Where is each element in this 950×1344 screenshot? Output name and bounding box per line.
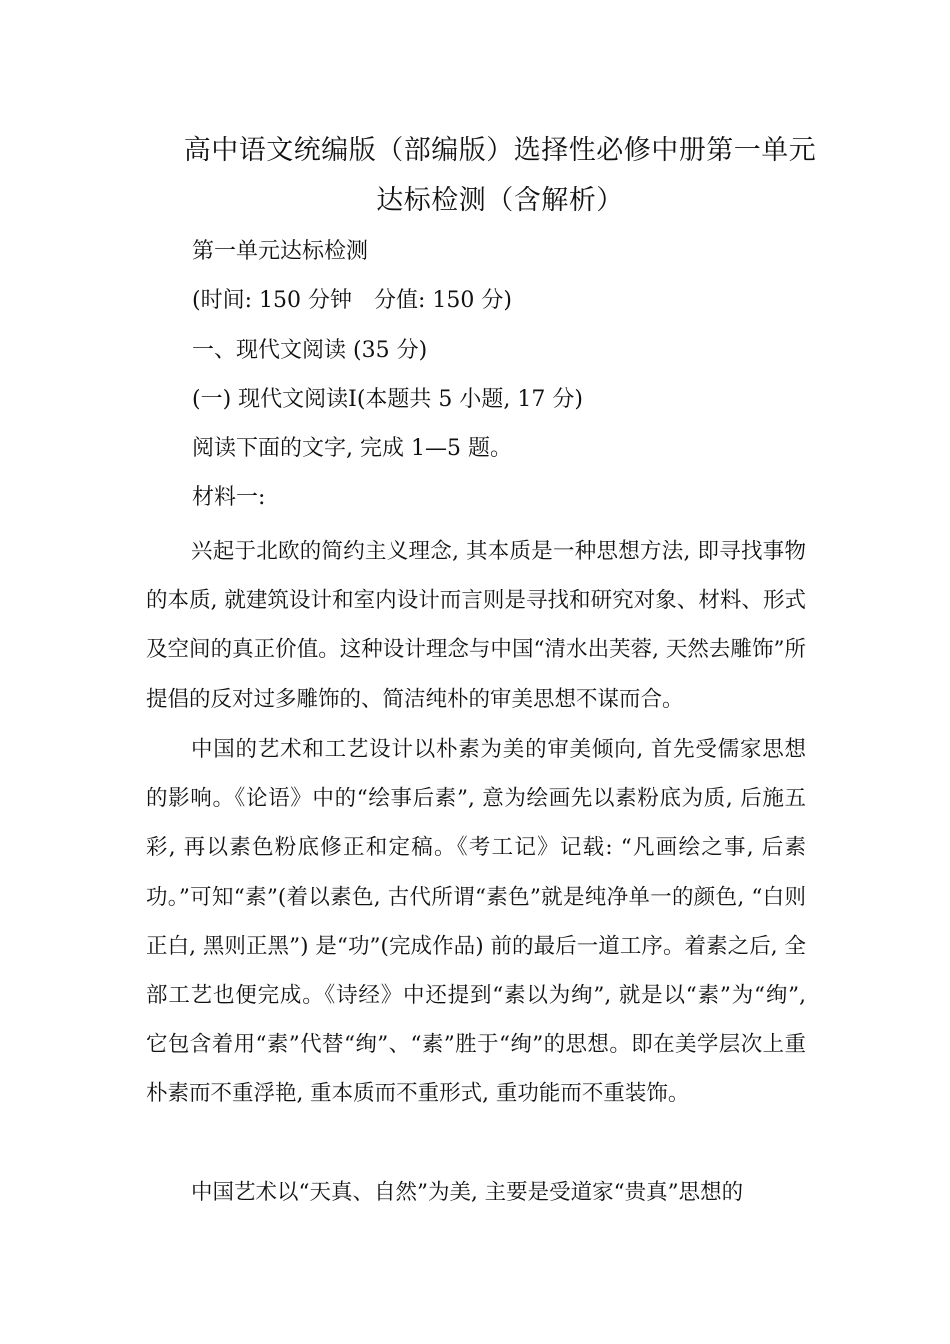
- unit-heading: 第一单元达标检测: [192, 239, 369, 264]
- section-heading-modern-reading: 一、现代文阅读 (35 分): [192, 338, 428, 363]
- paragraph-2: 中国的艺术和工艺设计以朴素为美的审美倾向, 首先受儒家思想的影响。《论语》中的“绘事后素”, 意为绘画先以素粉底为质, 后施五彩, 再以素色粉底修正和定稿。《考工记》记载: “凡画绘之事, 后素功。”可知“素”(着以素色, 古代所谓“素色”就是纯净单一的颜色, “白则正白, 黑则正黑”) 是“功”(完成作品) 前的最后一道工序。着素之后, 全部工艺也便完成。《诗经》中还提到“素以为绚”, 就是以“素”为“绚”, 它包含着用“素”代替“绚”、“素”胜于“绚”的思想。即在美学层次上重朴素而不重浮艳, 重本质而不重形式, 重功能而不重装饰。: [146, 737, 806, 1107]
- subsection-heading-reading-1: (一) 现代文阅读Ⅰ(本题共 5 小题, 17 分): [192, 387, 583, 412]
- paragraph-3: 中国艺术以“天真、自然”为美, 主要是受道家“贵真”思想的: [191, 1180, 744, 1205]
- reading-instruction: 阅读下面的文字, 完成 1—5 题。: [192, 436, 512, 461]
- document-title-line-2: 达标检测（含解析）: [376, 185, 624, 216]
- material-label: 材料一:: [192, 485, 266, 510]
- paragraph-1: 兴起于北欧的简约主义理念, 其本质是一种思想方法, 即寻找事物的本质, 就建筑设计和室内设计而言则是寻找和研究对象、材料、形式及空间的真正价值。这种设计理念与中国“清水出芙蓉, 天然去雕饰”所提倡的反对过多雕饰的、简洁纯朴的审美思想不谋而合。: [146, 539, 806, 712]
- time-and-score-info: (时间: 150 分钟 分值: 150 分): [192, 288, 512, 313]
- document-title-line-1: 高中语文统编版（部编版）选择性必修中册第一单元: [183, 135, 817, 166]
